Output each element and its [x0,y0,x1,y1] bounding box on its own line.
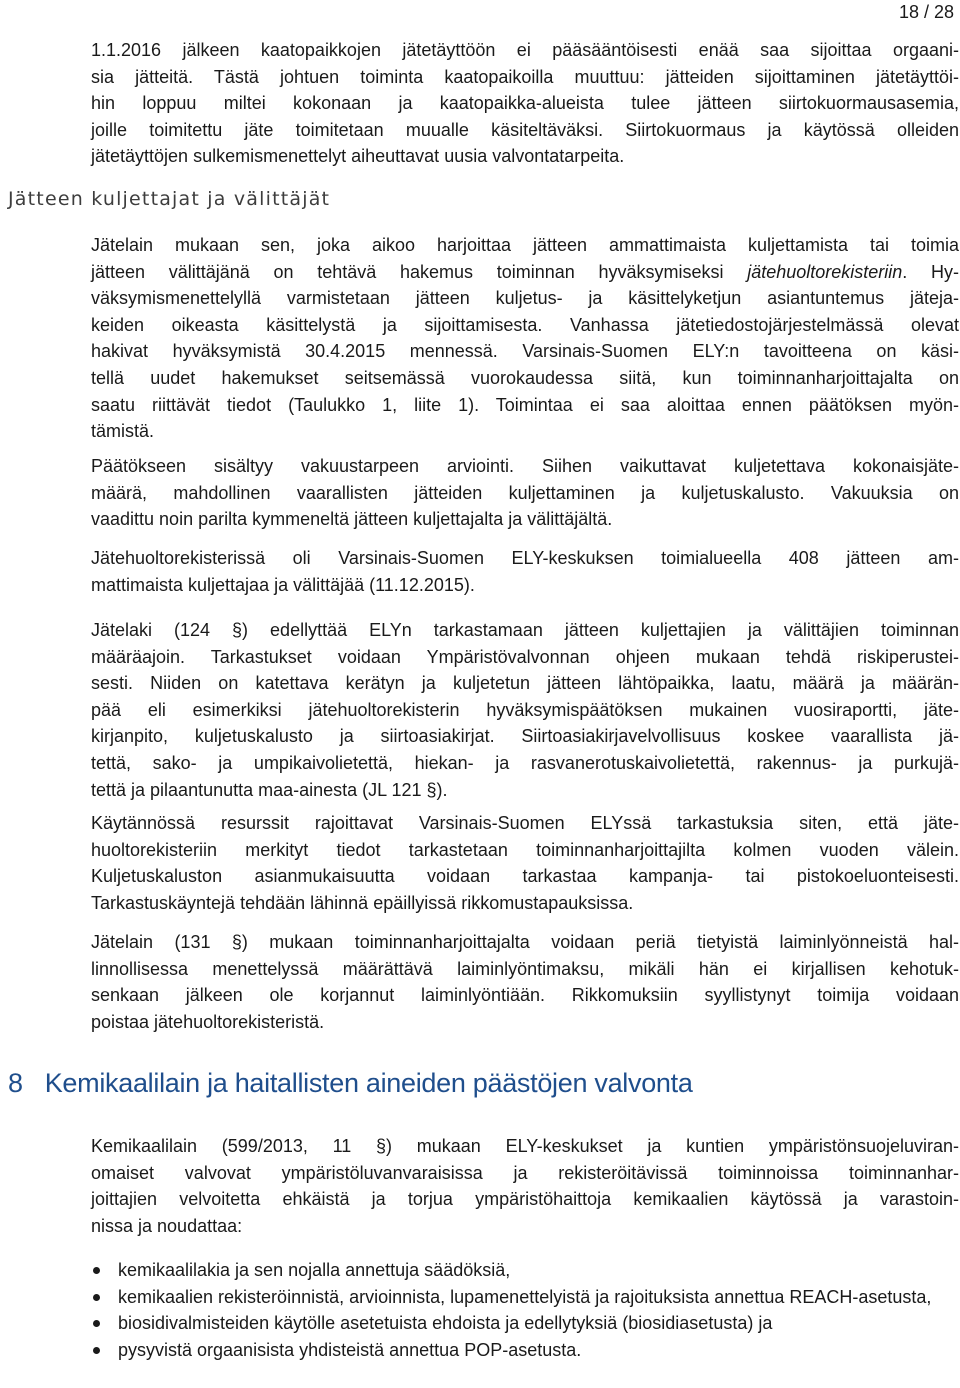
text-line: jätetäyttöjen sulkemismenettelyt aiheuttavat uusia valvontatarpeita. [91,146,625,167]
paragraph-inspections [91,617,959,803]
list-item: kemikaalien rekisteröinnistä, arvioinnista, lupamenettelyistä ja rajoituksista annettua REACH-asetusta, [91,1284,959,1311]
text-line: tettä, sako- ja umpikaivolietettä, hiekan- ja rasvanerotuskaivolietettä, rakennus- ja purkujä- [91,752,959,773]
text-line: Käytännössä resurssit rajoittavat Varsinais-Suomen ELYssä tarkastuksia siten, että jäte- [91,813,959,833]
italic-term: jätehuoltorekisteriin [747,261,903,282]
list-item: biosidivalmisteiden käytölle asetetuista ehdoista ja edellytyksiä (biosidiasetusta) ja [91,1310,959,1337]
paragraph-registry [91,232,959,445]
paragraph-landfill [91,37,959,170]
text-line: keiden oikeasta käsittelystä ja sijoittamisesta. Vanhassa jätetiedostojärjestelmässä olevat [91,314,959,335]
text-line: hin loppuu miltei kokonaan ja kaatopaikka-alueista tulee jätteen siirtokuormausasemia, [91,93,959,114]
text-line [91,259,959,286]
paragraph-resources [91,810,959,916]
text-line: linnollisessa menettelyssä määrättävä laiminlyöntimaksu, mikäli hän ei kirjallisen kehotuk- [91,958,959,979]
text-line: Jätelain mukaan sen, joka aikoo harjoittaa jätteen ammattimaista kuljettamista tai toimia [91,235,959,255]
paragraph-register-count [91,545,959,598]
text-line: Jätelaki (124 §) edellyttää ELYn tarkastamaan jätteen kuljettajien ja välittäjien toiminnan [91,620,959,640]
text-line: saatu riittävät tiedot (Taulukko 1, liite 1). Toimintaa ei saa aloittaa ennen päätöksen myön- [91,394,959,415]
text-line: senkaan jälkeen ole korjannut laiminlyöntiään. Rikkomuksiin syyllistynyt toimija voidaan [91,985,959,1006]
text-line: poistaa jätehuoltorekisteristä. [91,1011,325,1032]
text-line: omaiset valvovat ympäristöluvanvaraisissa ja rekisteröitävissä toiminnoissa toiminnanhar- [91,1162,959,1183]
section-heading: Jätteen kuljettajat ja välittäjät [8,188,331,210]
text-line: Jätehuoltorekisterissä oli Varsinais-Suomen ELY-keskuksen toimialueella 408 jätteen am- [91,548,959,568]
paragraph-chemicals [91,1133,959,1239]
text-line: tettä ja pilaantunutta maa-ainesta (JL 121 §). [91,779,448,800]
text-line: nissa ja noudattaa: [91,1215,243,1236]
text-line: kirjanpito, kuljetuskalusto ja siirtoasiakirjat. Siirtoasiakirjavelvollisuus koskee vaarallista jä- [91,726,959,747]
text-line: huoltorekisteriin merkityt tiedot tarkastetaan toiminnanharjoittajilta kolmen vuoden välein. [91,839,959,860]
text-line: Tarkastuskäyntejä tehdään lähinnä epäillyissä rikkomustapauksissa. [91,892,634,913]
chapter-number: 8 [8,1068,23,1098]
text-line: Kuljetuskaluston asianmukaisuutta voidaan tarkastaa kampanja- tai pistokoeluonteisesti. [91,866,959,887]
text-line: tämistä. [91,421,155,442]
text-line: Jätelain (131 §) mukaan toiminnanharjoittajalta voidaan periä tietyistä laiminlyönneistä hal- [91,932,959,952]
text-line: mattimaista kuljettajaa ja välittäjää (11.12.2015). [91,574,475,595]
chapter-title: Kemikaalilain ja haitallisten aineiden päästöjen valvonta [44,1068,693,1098]
text-line: joittajien velvoitetta ehkäistä ja torjua ympäristöhaittoja kemikaalien käytössä ja varastoin- [91,1189,959,1210]
text-line: hakivat hyväksymistä 30.4.2015 mennessä. Varsinais-Suomen ELY:n tavoitteena on käsi- [91,341,959,362]
text-segment: jätteen välittäjänä on tehtävä hakemus toiminnan hyväksymiseksi [91,261,748,282]
text-line: vaadittu noin parilta kymmeneltä jätteen kuljettajalta ja välittäjältä. [91,509,613,530]
text-line: pää eli esimerkiksi jätehuoltorekisterin hyväksymispäätöksen mukainen vuosiraportti, jäte- [91,699,959,720]
text-line: tellä uudet hakemukset seitsemässä vuorokaudessa siitä, kun toiminnanharjoittajalta on [91,367,959,388]
text-line: Kemikaalilain (599/2013, 11 §) mukaan ELY-keskukset ja kuntien ympäristönsuojeluviran- [91,1136,959,1156]
text-line: 1.1.2016 jälkeen kaatopaikkojen jätetäyttöön ei pääsääntöisesti enää saa sijoittaa orgaani- [91,40,959,60]
bullet-list [91,1257,959,1363]
text-line: väksymismenettelyllä varmistetaan jätteen kuljetus- ja käsittelyketjun asiantuntemus jäteja- [91,288,959,309]
list-item: pysyvistä orgaanisista yhdisteistä annettua POP-asetusta. [91,1337,959,1364]
text-line: sesti. Niiden on katettava kerätyn ja kuljetetun jätteen lähtöpaikka, laatu, määrä ja määrän- [91,673,959,694]
text-line: määräajoin. Tarkastukset voidaan Ympäristövalvonnan ohjeen mukaan tehdä riskiperustei- [91,646,959,667]
page-number: 18 / 28 [898,2,954,22]
list-item: kemikaalilakia ja sen nojalla annettuja säädöksiä, [91,1257,959,1284]
text-line: Päätökseen sisältyy vakuustarpeen arviointi. Siihen vaikuttavat kuljetettava kokonaisjäte- [91,456,959,476]
paragraph-guarantee [91,453,959,533]
text-segment: . Hy- [902,261,959,282]
paragraph-penalty [91,929,959,1035]
text-line: määrä, mahdollinen vaarallisten jätteiden kuljettaminen ja kuljetuskalusto. Vakuuksia on [91,482,959,503]
chapter-heading [8,1068,693,1099]
text-line: joille toimitettu jäte toimitetaan muualle käsiteltäväksi. Siirtokuormaus ja käytössä olleiden [91,119,959,140]
text-line: sia jätteitä. Tästä johtuen toiminta kaatopaikoilla muuttuu: jätteiden sijoittaminen jätetäyttöi- [91,66,959,87]
